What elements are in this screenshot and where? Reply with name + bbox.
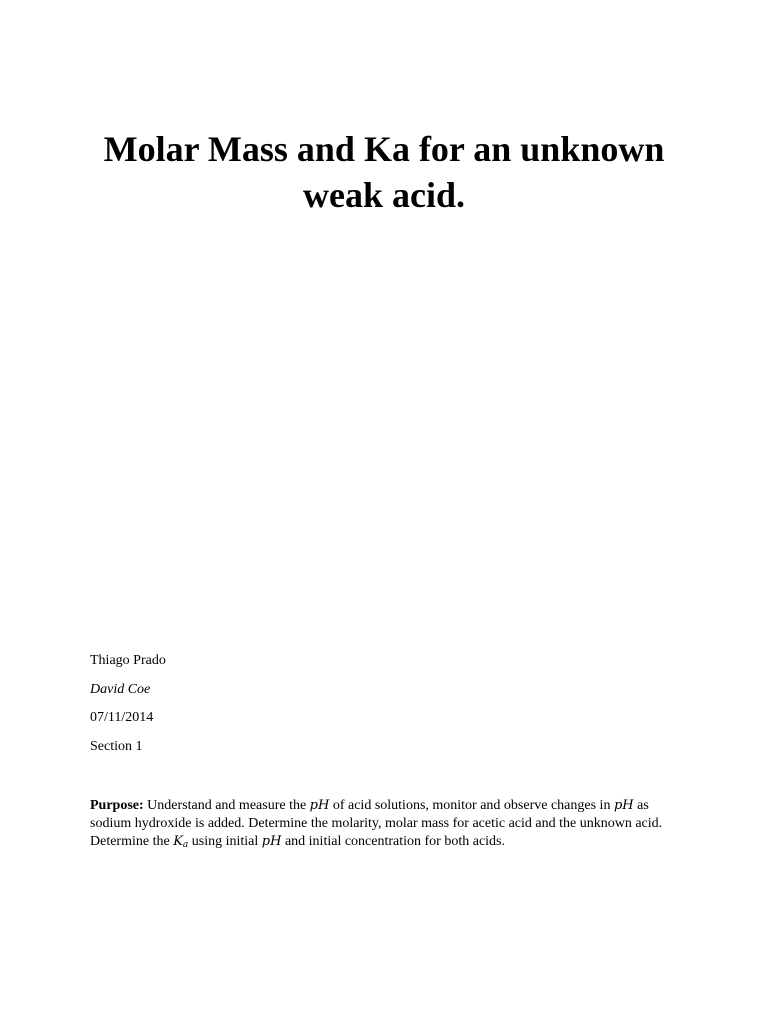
- k-symbol: K: [173, 834, 183, 849]
- purpose-text-5: and initial concentration for both acids.: [281, 834, 505, 849]
- purpose-label: Purpose:: [90, 798, 144, 813]
- a-subscript: a: [182, 840, 189, 850]
- ka-symbol: [173, 834, 188, 849]
- ph-symbol: pH: [309, 798, 330, 813]
- document-title: Molar Mass and Ka for an unknown weak acid.: [103, 129, 665, 215]
- instructor-name: David Coe: [90, 682, 151, 697]
- section-label: Section 1: [90, 739, 143, 754]
- purpose-text-4: using initial: [188, 834, 262, 849]
- purpose-text-1: Understand and measure the: [143, 798, 310, 813]
- purpose-text-3: as sodium hydroxide is added. Determine the molarity, molar mass for acetic acid and the unknown acid. Determine the: [90, 798, 663, 849]
- ph-symbol: pH: [613, 798, 634, 813]
- purpose-paragraph: [90, 797, 690, 854]
- ph-symbol: pH: [261, 834, 282, 849]
- purpose-text-2: of acid solutions, monitor and observe changes in: [329, 798, 614, 813]
- report-date: 07/11/2014: [90, 710, 154, 725]
- author-name: Thiago Prado: [90, 653, 166, 668]
